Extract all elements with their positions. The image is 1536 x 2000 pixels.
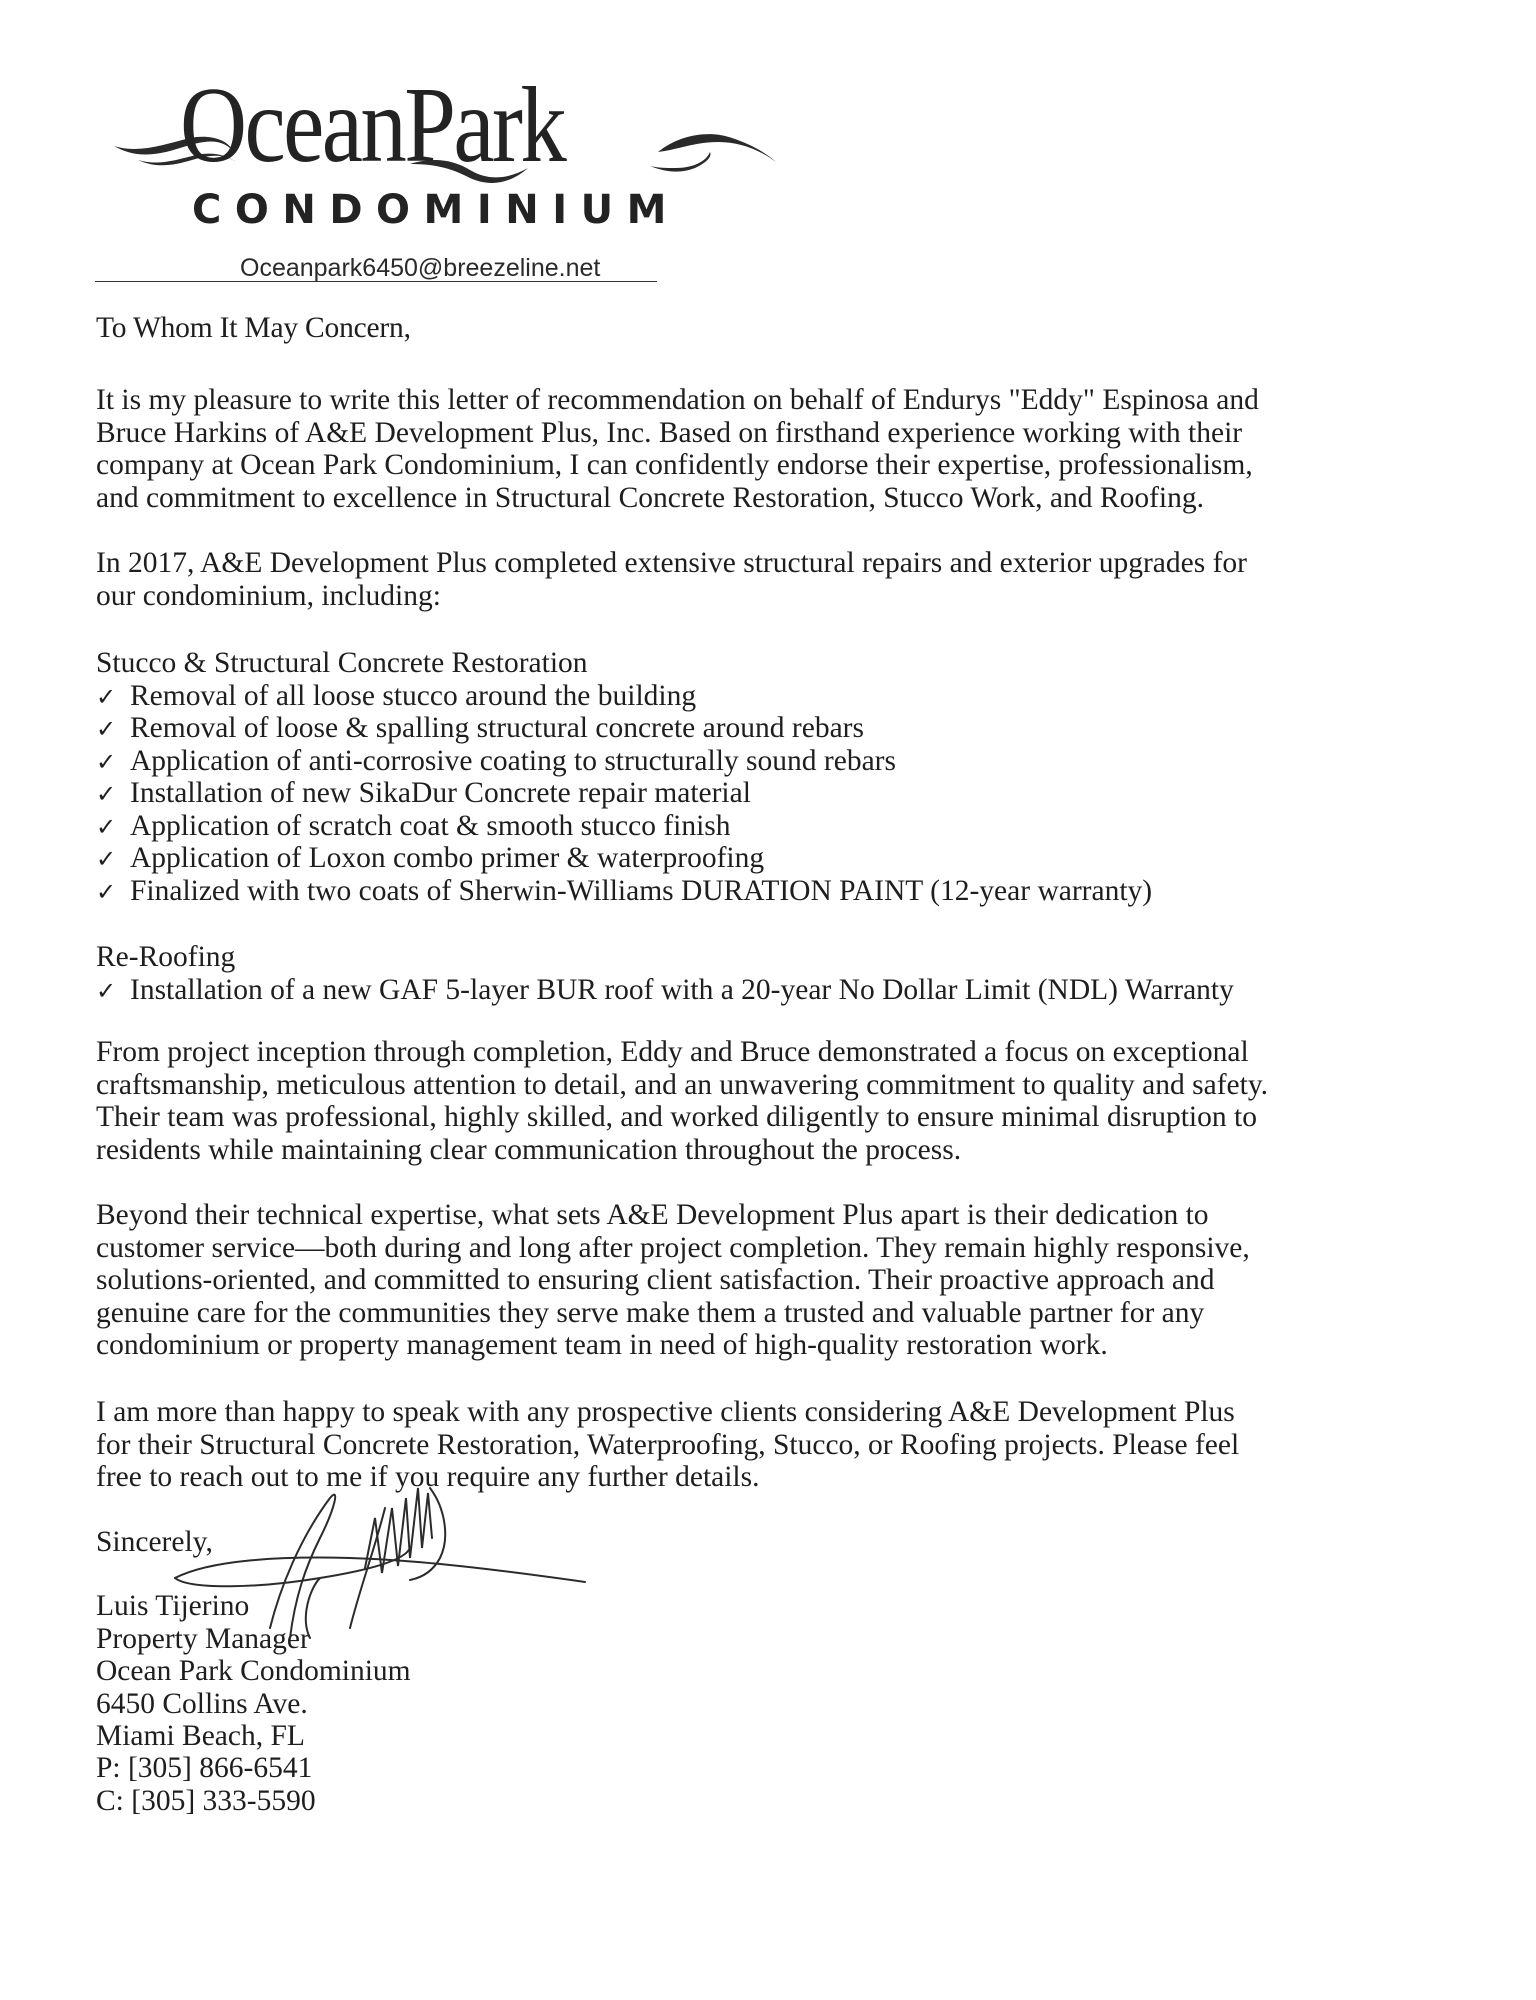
paragraph-line: solutions-oriented, and committed to ensuring client satisfaction. Their proactive approach and — [96, 1264, 1215, 1296]
checkmark-icon: ✓ — [96, 976, 117, 1005]
checklist-text: Application of anti-corrosive coating to structurally sound rebars — [130, 744, 896, 777]
checklist-text: Application of Loxon combo primer & waterproofing — [130, 842, 765, 874]
paragraph-line: company at Ocean Park Condominium, I can confidently endorse their expertise, professionalism, — [96, 449, 1253, 481]
signer-title: Property Manager — [96, 1622, 310, 1655]
contact-email-link[interactable]: Oceanpark6450@breezeline.net — [240, 254, 601, 282]
signature-block — [96, 1526, 1466, 1817]
checklist-item — [96, 745, 1466, 778]
checkmark-icon: ✓ — [96, 845, 117, 873]
checklist-text: Installation of new SikaDur Concrete repair material — [130, 777, 751, 809]
checklist-item — [96, 712, 1466, 745]
signer-cell: C: [305] 333-5590 — [96, 1784, 316, 1817]
paragraph-line: Beyond their technical expertise, what sets A&E Development Plus apart is their dedication to — [96, 1199, 1209, 1231]
signer-organization: Ocean Park Condominium — [96, 1655, 411, 1688]
checkmark-icon: ✓ — [96, 747, 117, 776]
results-paragraph — [96, 1036, 1466, 1166]
section-heading: Stucco & Structural Concrete Restoration — [96, 647, 588, 679]
checklist-text: Finalized with two coats of Sherwin-Williams DURATION PAINT (12-year warranty) — [130, 874, 1153, 907]
checklist-item — [96, 974, 1466, 1007]
stucco-section — [96, 647, 1466, 907]
checklist-text: Application of scratch coat & smooth stucco finish — [130, 809, 731, 842]
paragraph-line: our condominium, including: — [96, 579, 441, 612]
paragraph-line: In 2017, A&E Development Plus completed extensive structural repairs and exterior upgrades for — [96, 547, 1247, 579]
checklist-text: Removal of loose & spalling structural concrete around rebars — [130, 712, 864, 744]
checklist-text: Removal of all loose stucco around the building — [130, 679, 697, 712]
checkmark-icon: ✓ — [96, 780, 117, 808]
checklist-text: Installation of a new GAF 5-layer BUR roof with a 20-year No Dollar Limit (NDL) Warranty — [130, 973, 1234, 1006]
paragraph-line: I am more than happy to speak with any prospective clients considering A&E Development Plus — [96, 1396, 1235, 1428]
paragraph-line: customer service—both during and long after project completion. They remain highly responsive, — [96, 1231, 1250, 1264]
checklist-item — [96, 810, 1466, 843]
checklist-item — [96, 842, 1466, 875]
paragraph-line: condominium or property management team in need of high-quality restoration work. — [96, 1329, 1108, 1361]
checkmark-icon: ✓ — [96, 877, 117, 906]
intro-paragraph — [96, 384, 1466, 514]
section-heading: Re-Roofing — [96, 941, 236, 973]
checkmark-icon: ✓ — [96, 682, 117, 711]
signer-name: Luis Tijerino — [96, 1590, 250, 1623]
paragraph-line: Their team was professional, highly skilled, and worked diligently to ensure minimal disruption to — [96, 1101, 1257, 1133]
service-paragraph — [96, 1199, 1466, 1362]
paragraph-line: and commitment to excellence in Structural Concrete Restoration, Stucco Work, and Roofing. — [96, 481, 1204, 514]
paragraph-line: It is my pleasure to write this letter of recommendation on behalf of Endurys "Eddy" Espinosa and — [96, 384, 1259, 416]
paragraph-line: residents while maintaining clear communication throughout the process. — [96, 1133, 962, 1166]
signer-address: 6450 Collins Ave. — [96, 1687, 308, 1720]
paragraph-line: Bruce Harkins of A&E Development Plus, Inc. Based on firsthand experience working with their — [96, 416, 1243, 449]
ocean-park-logo — [110, 66, 780, 233]
salutation: To Whom It May Concern, — [96, 312, 411, 344]
paragraph-line: for their Structural Concrete Restoration, Waterproofing, Stucco, or Roofing projects. Please feel — [96, 1428, 1240, 1461]
paragraph-line: free to reach out to me if you require any further details. — [96, 1461, 760, 1493]
checklist-item — [96, 777, 1466, 810]
logo-subtitle: CONDOMINIUM — [192, 187, 680, 233]
paragraph-line: From project inception through completion, Eddy and Bruce demonstrated a focus on exceptional — [96, 1036, 1249, 1068]
checklist-item — [96, 875, 1466, 908]
valediction: Sincerely, — [96, 1526, 213, 1558]
paragraph-line: craftsmanship, meticulous attention to detail, and an unwavering commitment to quality and safety. — [96, 1068, 1269, 1101]
checkmark-icon: ✓ — [96, 812, 117, 841]
closing-paragraph — [96, 1396, 1466, 1494]
scope-paragraph — [96, 547, 1466, 612]
logo-wordmark: OceanPark — [180, 66, 565, 185]
checklist-item — [96, 680, 1466, 713]
checkmark-icon: ✓ — [96, 715, 117, 743]
signer-phone: P: [305] 866-6541 — [96, 1752, 313, 1785]
spacer — [96, 1558, 1466, 1590]
roofing-section — [96, 941, 1466, 1006]
signer-city: Miami Beach, FL — [96, 1719, 305, 1752]
paragraph-line: genuine care for the communities they serve make them a trusted and valuable partner for any — [96, 1296, 1205, 1329]
